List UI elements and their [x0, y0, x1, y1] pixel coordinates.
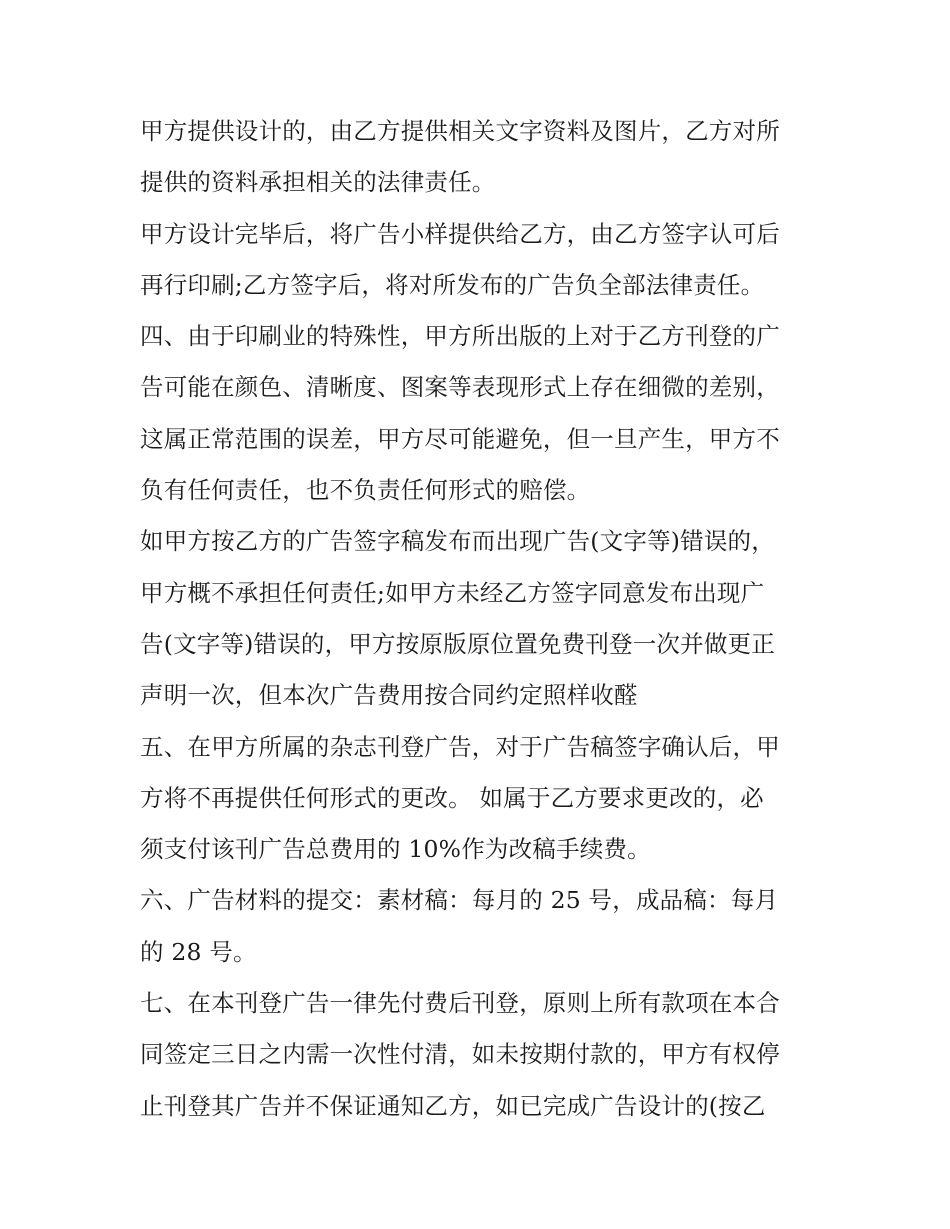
- paragraph-2: [140, 209, 815, 312]
- text-line: 提供的资料承担相关的法律责任。: [140, 168, 496, 197]
- text-line: 止刊登其广告并不保证通知乙方，如已完成广告设计的(按乙: [140, 1091, 766, 1120]
- text-line: 如甲方按乙方的广告签字稿发布而出现广告(文字等)错误的，: [140, 527, 775, 556]
- text-line: 再行印刷;乙方签字后，将对所发布的广告负全部法律责任。: [140, 270, 765, 299]
- text-line: 六、广告材料的提交：素材稿：每月的 25 号，成品稿：每月: [140, 886, 779, 915]
- text-line: 这属正常范围的误差，甲方尽可能避免，但一旦产生，甲方不: [140, 424, 780, 453]
- text-line: 五、在甲方所属的杂志刊登广告，对于广告稿签字确认后，甲: [140, 732, 780, 761]
- text-line: 告(文字等)错误的，甲方按原版原位置免费刊登一次并做更正: [140, 629, 775, 658]
- paragraph-1: [140, 106, 815, 209]
- text-line: 声明一次，但本次广告费用按合同约定照样收醛: [140, 681, 638, 710]
- text-line: 甲方概不承担任何责任;如甲方未经乙方签字同意发布出现广: [140, 578, 765, 607]
- document-body: [140, 106, 815, 1132]
- paragraph-4: [140, 516, 815, 721]
- text-line: 方将不再提供任何形式的更改。 如属于乙方要求更改的，必: [140, 783, 764, 812]
- text-line: 须支付该刊广告总费用的 10%作为改稿手续费。: [140, 835, 651, 864]
- paragraph-5: [140, 722, 815, 876]
- text-line: 告可能在颜色、清晰度、图案等表现形式上存在细微的差别，: [140, 373, 780, 402]
- text-line: 同签定三日之内需一次性付清，如未按期付款的，甲方有权停: [140, 1040, 780, 1069]
- text-line: 甲方设计完毕后，将广告小样提供给乙方，由乙方签字认可后: [140, 219, 780, 248]
- text-line: 七、在本刊登广告一律先付费后刊登，原则上所有款项在本合: [140, 989, 780, 1018]
- text-line: 的 28 号。: [140, 937, 257, 966]
- paragraph-3: [140, 311, 815, 516]
- paragraph-6: [140, 875, 815, 978]
- text-line: 甲方提供设计的，由乙方提供相关文字资料及图片，乙方对所: [140, 117, 780, 145]
- text-line: 四、由于印刷业的特殊性，甲方所出版的上对于乙方刊登的广: [140, 322, 780, 351]
- text-line: 负有任何责任，也不负责任何形式的赔偿。: [140, 476, 591, 505]
- paragraph-7: [140, 978, 815, 1132]
